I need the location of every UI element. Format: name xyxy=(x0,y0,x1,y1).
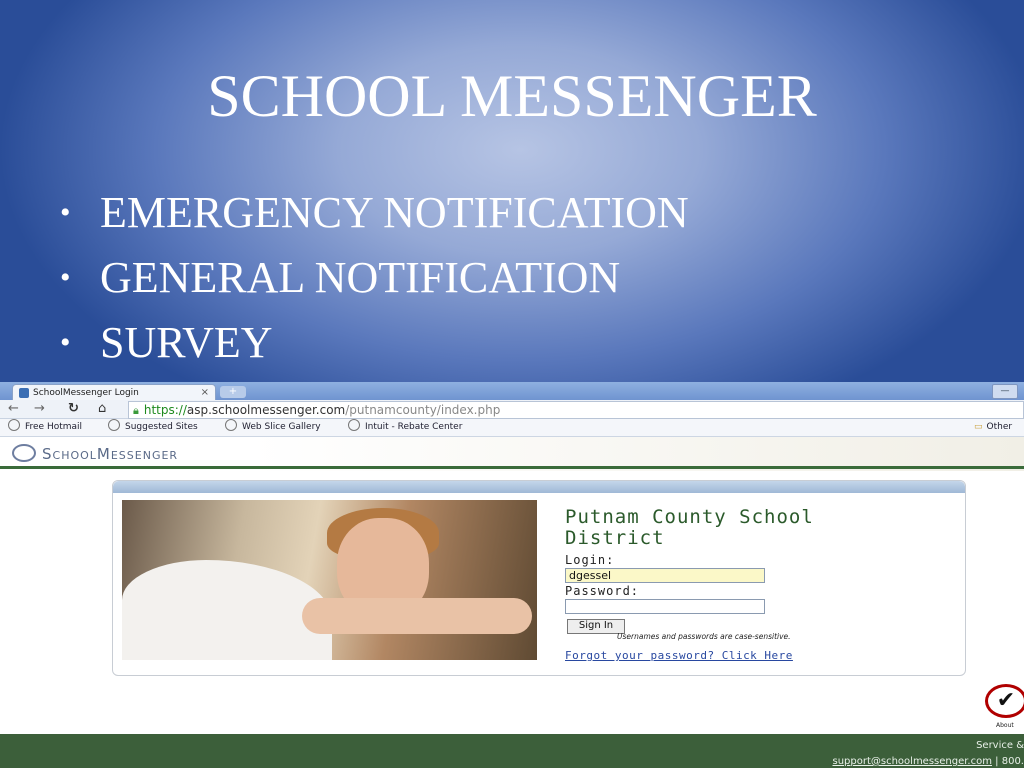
tab-bar xyxy=(0,382,1024,400)
sign-in-button[interactable]: Sign In xyxy=(567,619,625,634)
bullet-text: GENERAL NOTIFICATION xyxy=(100,253,621,302)
forward-arrow-icon[interactable]: → xyxy=(34,401,45,416)
footer-support xyxy=(832,756,1024,767)
photo-arms xyxy=(302,598,532,634)
bullet-dot-icon: • xyxy=(60,326,71,359)
header-divider xyxy=(0,466,1024,469)
district-name: Putnam County School District xyxy=(565,506,814,549)
favicon-icon xyxy=(19,388,29,398)
student-photo xyxy=(122,500,537,660)
bullet-item xyxy=(60,251,689,316)
bookmark-intuit-rebate[interactable] xyxy=(348,419,462,436)
bookmark-label: Web Slice Gallery xyxy=(242,422,321,432)
address-bar[interactable] xyxy=(128,401,1024,419)
new-tab-button[interactable]: + xyxy=(220,386,246,398)
back-arrow-icon[interactable]: ← xyxy=(8,401,19,416)
support-phone: | 800. xyxy=(995,756,1024,767)
bullet-dot-icon: • xyxy=(60,261,71,294)
minimize-button[interactable]: — xyxy=(992,384,1018,399)
close-tab-icon[interactable]: × xyxy=(200,387,209,398)
home-icon[interactable]: ⌂ xyxy=(98,401,107,416)
globe-icon xyxy=(108,419,120,431)
url-scheme: https:// xyxy=(143,403,187,417)
lock-icon: 🔒︎ xyxy=(133,404,139,417)
reload-icon[interactable]: ↻ xyxy=(68,401,79,416)
tab-title: SchoolMessenger Login xyxy=(33,388,139,398)
login-label: Login: xyxy=(565,553,615,567)
password-label: Password: xyxy=(565,584,640,598)
bullet-item xyxy=(60,316,689,381)
bookmark-label: Other xyxy=(986,422,1013,432)
bullet-text: SURVEY xyxy=(100,318,273,367)
bullet-item xyxy=(60,186,689,251)
slide-title: SCHOOL MESSENGER xyxy=(207,63,817,129)
bullet-list xyxy=(60,186,689,381)
globe-icon xyxy=(225,419,237,431)
bullet-dot-icon: • xyxy=(60,196,71,229)
bookmark-web-slice-gallery[interactable] xyxy=(225,419,321,436)
folder-icon: ▭ xyxy=(974,422,983,432)
browser-tab[interactable] xyxy=(12,384,216,401)
bookmark-label: Free Hotmail xyxy=(25,422,83,432)
url-path: /putnamcounty/index.php xyxy=(345,403,501,417)
site-footer xyxy=(0,734,1024,768)
forgot-password-link[interactable]: Forgot your password? Click Here xyxy=(565,649,793,662)
checkmark-icon[interactable]: ✔ xyxy=(985,684,1024,718)
about-label[interactable]: About xyxy=(996,722,1014,729)
globe-icon xyxy=(8,419,20,431)
bookmark-label: Suggested Sites xyxy=(125,422,198,432)
navigation-bar xyxy=(0,400,1024,419)
case-sensitive-note: Usernames and passwords are case-sensitive. xyxy=(617,632,791,641)
bookmarks-bar xyxy=(0,419,1024,437)
support-email-link[interactable]: support@schoolmessenger.com xyxy=(832,756,992,767)
photo-shirt xyxy=(122,560,332,660)
schoolmessenger-logo xyxy=(12,444,178,463)
footer-service-text: Service & xyxy=(976,740,1024,751)
globe-icon xyxy=(348,419,360,431)
password-field[interactable] xyxy=(565,599,765,614)
browser-screenshot xyxy=(0,382,1024,768)
bookmark-other[interactable] xyxy=(974,419,1012,436)
login-field[interactable]: dgessel xyxy=(565,568,765,583)
logo-mark-icon xyxy=(12,444,36,462)
login-panel xyxy=(112,480,966,676)
bookmark-suggested-sites[interactable] xyxy=(108,419,198,436)
bookmark-free-hotmail[interactable] xyxy=(8,419,82,436)
url-host: asp.schoolmessenger.com xyxy=(186,403,346,417)
bookmark-label: Intuit - Rebate Center xyxy=(365,422,463,432)
bullet-text: EMERGENCY NOTIFICATION xyxy=(100,188,689,237)
logo-text: SchoolMessenger xyxy=(42,445,179,463)
panel-top-bar xyxy=(113,481,965,493)
